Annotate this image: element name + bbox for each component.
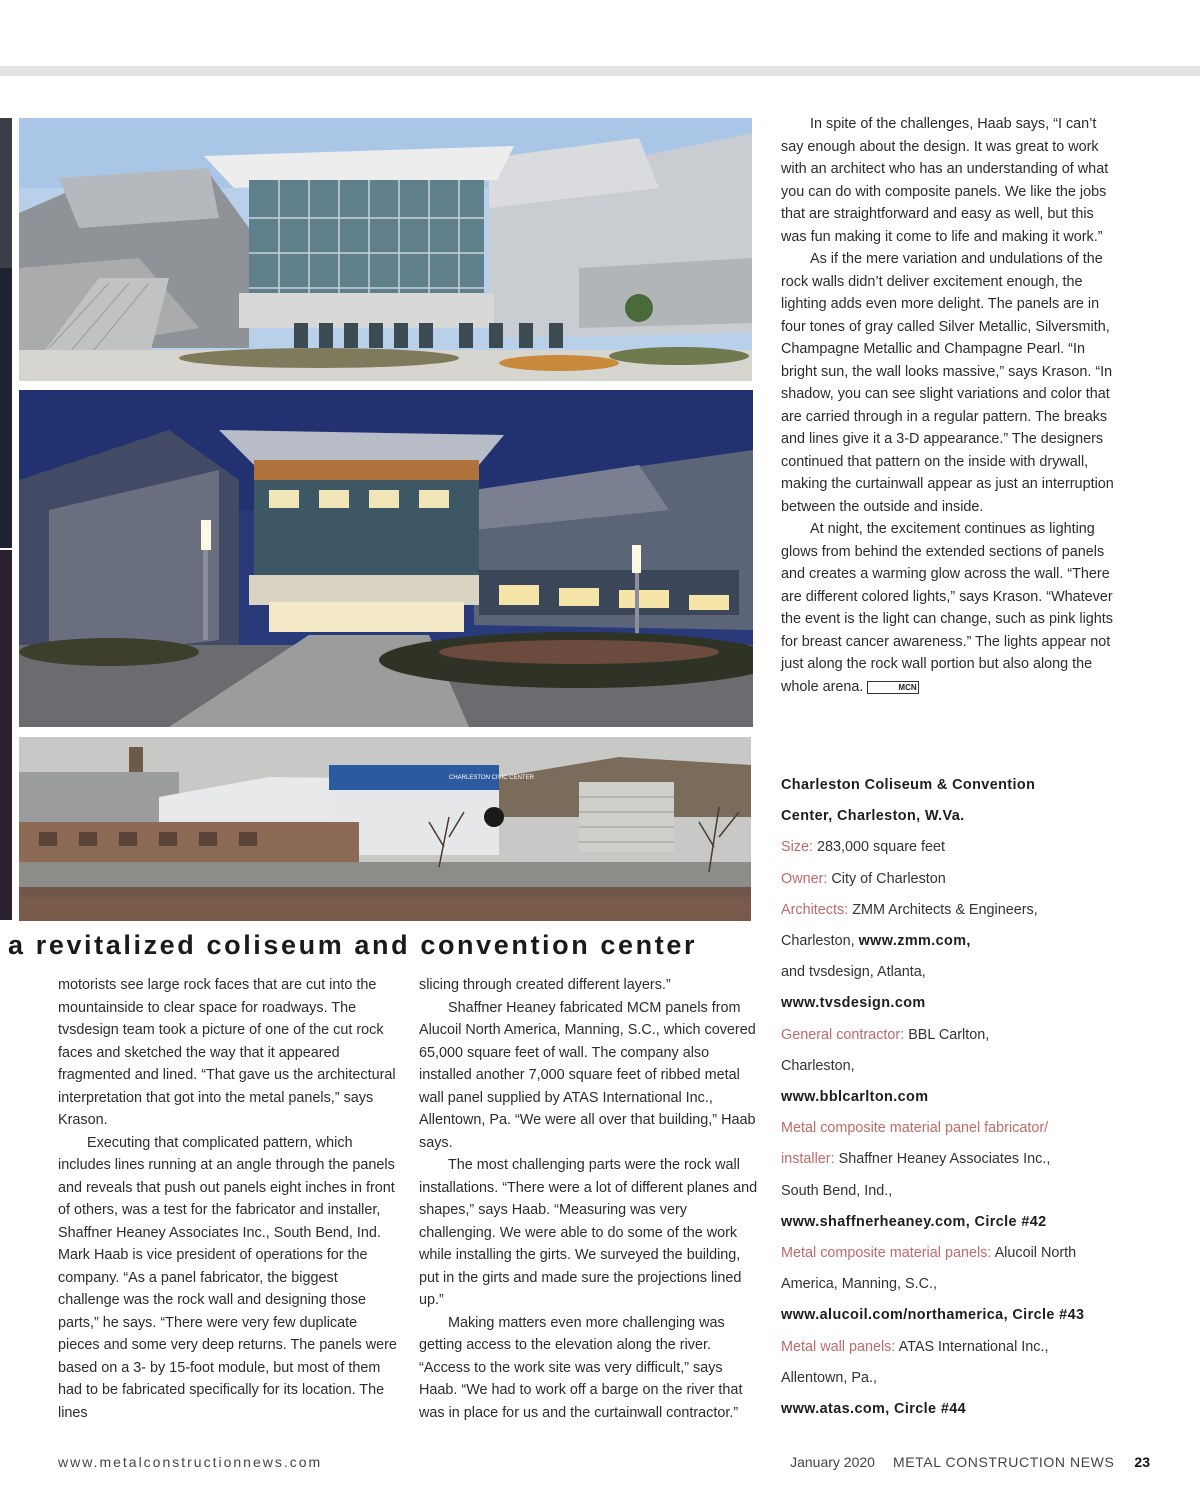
fact-value: Allentown, Pa.,	[781, 1369, 877, 1386]
middle-text-column	[419, 974, 759, 1424]
fact-value: Shaffner Heaney Associates Inc.,	[838, 1151, 1051, 1168]
paragraph	[781, 518, 1121, 698]
fact-url: www.tvsdesign.com	[781, 995, 926, 1012]
daytime-entrance-photo	[19, 118, 752, 381]
fact-value: City of Charleston	[831, 870, 946, 887]
fact-box-title: Center, Charleston, W.Va.	[781, 808, 965, 825]
paragraph: Making matters even more challenging was getting access to the elevation along the river. “Access to the work site was very difficult,” says Haab. “We had to work off a barge on the river that was in place for us and the curtainwall contractor.”	[419, 1314, 743, 1421]
fact-url: www.bblcarlton.com	[781, 1089, 929, 1106]
fact-size	[781, 832, 1141, 863]
fact-url: www.atas.com, Circle #44	[781, 1401, 967, 1418]
facing-page-edge-3	[0, 550, 12, 920]
paragraph: motorists see large rock faces that are cut into the mountainside to clear space for roadways. The tvsdesign team took a picture of one of the cut rock faces and sketched the way that it appeared fragmented and lined. “That gave us the architectural interpretation that got into the metal panels,” says Krason.	[58, 977, 396, 1128]
footer-folio	[790, 1454, 1150, 1470]
fact-url: www.shaffnerheaney.com, Circle #42	[781, 1213, 1047, 1230]
fact-label: Metal wall panels:	[781, 1338, 896, 1355]
issue-date: January 2020	[790, 1454, 875, 1470]
fact-value: BBL Carlton,	[908, 1026, 990, 1043]
fact-value: 283,000 square feet	[817, 839, 946, 856]
fact-value: South Bend, Ind.,	[781, 1182, 893, 1199]
right-text-column	[781, 113, 1121, 698]
fact-value: ATAS International Inc.,	[898, 1338, 1049, 1355]
fact-value: ZMM Architects & Engineers,	[852, 901, 1038, 918]
fact-url: www.alucoil.com/northamerica, Circle #43	[781, 1307, 1085, 1324]
photo-sign: CHARLESTON CIVIC CENTER	[449, 775, 534, 781]
dusk-entrance-photo	[19, 390, 753, 727]
paragraph: As if the mere variation and undulations of the rock walls didn’t deliver excitement enough, the lighting adds even more delight. The panels are in four tones of gray called Silver Metallic, Silversmith, Champagne Metallic and Champagne Pearl. “In bright sun, the wall looks massive,” says Krason. “In shadow, you can see slight variations and color that are carried through in a regular pattern. The breaks and lines give it a 3-D appearance.” The designers continued that pattern on the inside with drywall, making the curtainwall appear as just an interruption between the outside and inside.	[781, 251, 1114, 515]
fact-label: Size:	[781, 839, 813, 856]
fact-architects-city	[781, 926, 1141, 957]
footer-url: www.metalconstructionnews.com	[58, 1454, 323, 1470]
fact-label: Architects:	[781, 901, 849, 918]
magazine-name: METAL CONSTRUCTION NEWS	[892, 1454, 1115, 1470]
fact-wall-panels	[781, 1332, 1141, 1363]
project-fact-box	[781, 770, 1141, 1425]
paragraph-text: At night, the excitement continues as lighting glows from behind the extended sections of panels and creates a warming glow across the wall. “There are different colored lights,” says Krason. “Whatever the event is the light can change, such as pink lights for breast cancer awareness.” The lights appear not just along the rock wall portion but also along the whole arena.	[781, 521, 1113, 695]
page-number: 23	[1134, 1454, 1150, 1470]
fact-value: America, Manning, S.C.,	[781, 1276, 937, 1293]
facing-page-edge-2	[0, 268, 12, 548]
paragraph: Executing that complicated pattern, which includes lines running at an angle through the panels and reveals that push out panels eight inches in front of others, was a test for the fabricator and installer, Shaffner Heaney Associates Inc., South Bend, Ind. Mark Haab is vice president of operations for the company. “As a panel fabricator, the biggest challenge was the rock wall and designing those parts,” he says. “There were very few duplicate pieces and some very deep returns. The panels were based on a 3- by 15-foot module, but most of them had to be fabricated specifically for its location. The lines	[58, 1134, 397, 1421]
fact-value: and tvsdesign, Atlanta,	[781, 964, 926, 981]
fact-label: Owner:	[781, 870, 828, 887]
fact-label: Metal composite material panels:	[781, 1245, 992, 1262]
left-text-column	[58, 974, 398, 1424]
fact-value: Charleston,	[781, 933, 855, 950]
fact-owner	[781, 864, 1141, 895]
paragraph: Shaffner Heaney fabricated MCM panels from Alucoil North America, Manning, S.C., which covered 65,000 square feet of wall. The company also installed another 7,000 square feet of ribbed metal wall panel supplied by ATAS International Inc., Allentown, Pa. “We were all over that building,” Haab says.	[419, 999, 756, 1151]
facing-page-edge-1	[0, 118, 12, 268]
fact-value: Charleston,	[781, 1057, 855, 1074]
fact-box-title: Charleston Coliseum & Convention	[781, 777, 1036, 793]
coliseum-before-photo	[19, 737, 751, 921]
top-gray-bar	[0, 66, 1200, 76]
fact-label: Metal composite material panel fabricator/	[781, 1120, 1049, 1137]
fact-fabricator	[781, 1144, 1141, 1175]
fact-value: Alucoil North	[994, 1245, 1077, 1262]
fact-mcm	[781, 1238, 1141, 1269]
fact-label: General contractor:	[781, 1026, 905, 1043]
paragraph: The most challenging parts were the rock wall installations. “There were a lot of different planes and shapes,” says Haab. “Measuring was very challenging. We were able to do some of the work while installing the girts. We surveyed the building, put in the girts and made sure the projections lined up.”	[419, 1157, 758, 1308]
fact-url: www.zmm.com,	[858, 933, 971, 950]
fact-label: installer:	[781, 1151, 835, 1168]
fact-architects	[781, 895, 1141, 926]
paragraph: slicing through created different layers.”	[419, 977, 671, 993]
fact-gc	[781, 1020, 1141, 1051]
article-headline: a revitalized coliseum and convention center	[8, 930, 698, 960]
end-mark-logo: MCN	[867, 681, 918, 694]
paragraph: In spite of the challenges, Haab says, “I can’t say enough about the design. It was great to work with an architect who has an understanding of what you can do with composite panels. We like the jobs that are straightforward and easy as well, but this was fun making it come to life and making it work.”	[781, 116, 1109, 245]
